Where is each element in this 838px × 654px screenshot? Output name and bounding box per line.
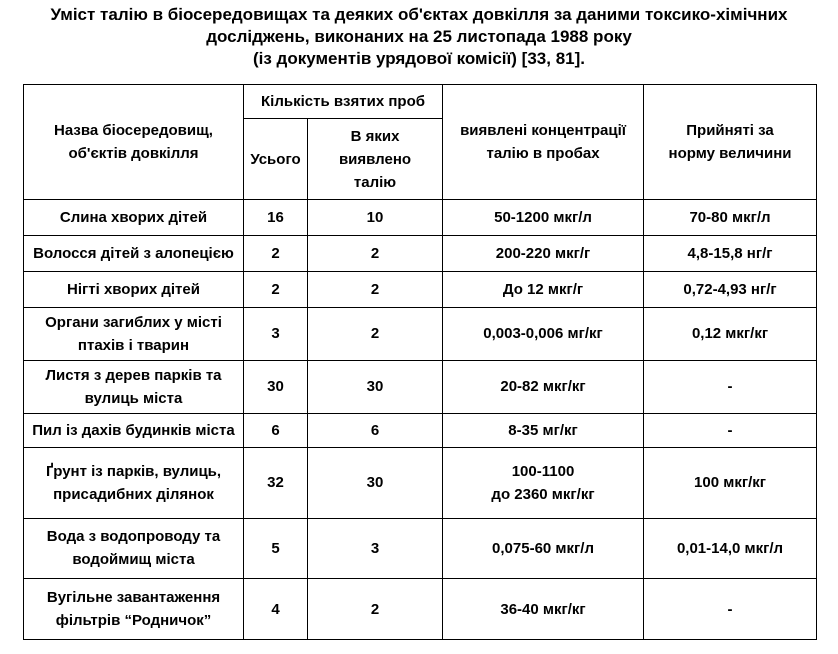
- cell-total: 3: [244, 307, 308, 360]
- cell-concentration: 200-220 мкг/г: [443, 236, 644, 272]
- cell-name: Вугільне завантаження фільтрів “Родничок”: [24, 579, 244, 640]
- header-total: Усього: [244, 119, 308, 200]
- cell-total: 2: [244, 236, 308, 272]
- cell-name: Слина хворих дітей: [24, 200, 244, 236]
- cell-norm: 0,72-4,93 нг/г: [644, 272, 817, 307]
- table-caption: [0, 4, 838, 70]
- caption-line-3: (із документів урядової комісії) [33, 81].: [253, 49, 585, 68]
- cell-detected: 30: [308, 360, 443, 413]
- cell-total: 30: [244, 360, 308, 413]
- cell-name: Листя з дерев парків та вулиць міста: [24, 360, 244, 413]
- caption-line-1: Уміст талію в біосередовищах та деяких об'єктах довкілля за даними токсико-хімічних: [50, 5, 788, 24]
- cell-norm: -: [644, 360, 817, 413]
- cell-concentration: 100-1100 до 2360 мкг/кг: [443, 448, 644, 518]
- header-concentration: виявлені концентрації талію в пробах: [443, 85, 644, 200]
- cell-concentration: 8-35 мг/кг: [443, 414, 644, 448]
- header-samples-group: Кількість взятих проб: [244, 85, 443, 119]
- table-row: [24, 272, 817, 307]
- caption-line-2: досліджень, виконаних на 25 листопада 1988 року: [206, 27, 632, 46]
- cell-detected: 2: [308, 272, 443, 307]
- cell-total: 32: [244, 448, 308, 518]
- cell-name: Вода з водопроводу та водоймищ міста: [24, 518, 244, 579]
- cell-norm: 70-80 мкг/л: [644, 200, 817, 236]
- cell-concentration: До 12 мкг/г: [443, 272, 644, 307]
- cell-name: Органи загиблих у місті птахів і тварин: [24, 307, 244, 360]
- cell-detected: 2: [308, 236, 443, 272]
- cell-detected: 10: [308, 200, 443, 236]
- cell-total: 5: [244, 518, 308, 579]
- cell-concentration: 20-82 мкг/кг: [443, 360, 644, 413]
- cell-name: Ґрунт із парків, вулиць, присадибних ділянок: [24, 448, 244, 518]
- table-row: [24, 579, 817, 640]
- table-row: [24, 448, 817, 518]
- cell-norm: 100 мкг/кг: [644, 448, 817, 518]
- cell-total: 6: [244, 414, 308, 448]
- cell-concentration: 36-40 мкг/кг: [443, 579, 644, 640]
- cell-total: 16: [244, 200, 308, 236]
- table-row: [24, 307, 817, 360]
- cell-norm: -: [644, 579, 817, 640]
- cell-detected: 6: [308, 414, 443, 448]
- table-row: [24, 518, 817, 579]
- cell-norm: 0,12 мкг/кг: [644, 307, 817, 360]
- header-detected: В яких виявлено талію: [308, 119, 443, 200]
- cell-name: Волосся дітей з алопецією: [24, 236, 244, 272]
- cell-concentration: 0,003-0,006 мг/кг: [443, 307, 644, 360]
- table-row: [24, 236, 817, 272]
- cell-norm: 0,01-14,0 мкг/л: [644, 518, 817, 579]
- thallium-table: [23, 84, 817, 640]
- cell-name: Пил із дахів будинків міста: [24, 414, 244, 448]
- cell-norm: -: [644, 414, 817, 448]
- cell-total: 2: [244, 272, 308, 307]
- table-row: [24, 414, 817, 448]
- cell-concentration: 50-1200 мкг/л: [443, 200, 644, 236]
- cell-name: Нігті хворих дітей: [24, 272, 244, 307]
- cell-detected: 30: [308, 448, 443, 518]
- cell-detected: 3: [308, 518, 443, 579]
- table-row: [24, 200, 817, 236]
- cell-norm: 4,8-15,8 нг/г: [644, 236, 817, 272]
- cell-detected: 2: [308, 307, 443, 360]
- cell-total: 4: [244, 579, 308, 640]
- header-norm: Прийняті за норму величини: [644, 85, 817, 200]
- cell-detected: 2: [308, 579, 443, 640]
- cell-concentration: 0,075-60 мкг/л: [443, 518, 644, 579]
- table-row: [24, 360, 817, 413]
- header-name: Назва біосередовищ, об'єктів довкілля: [24, 85, 244, 200]
